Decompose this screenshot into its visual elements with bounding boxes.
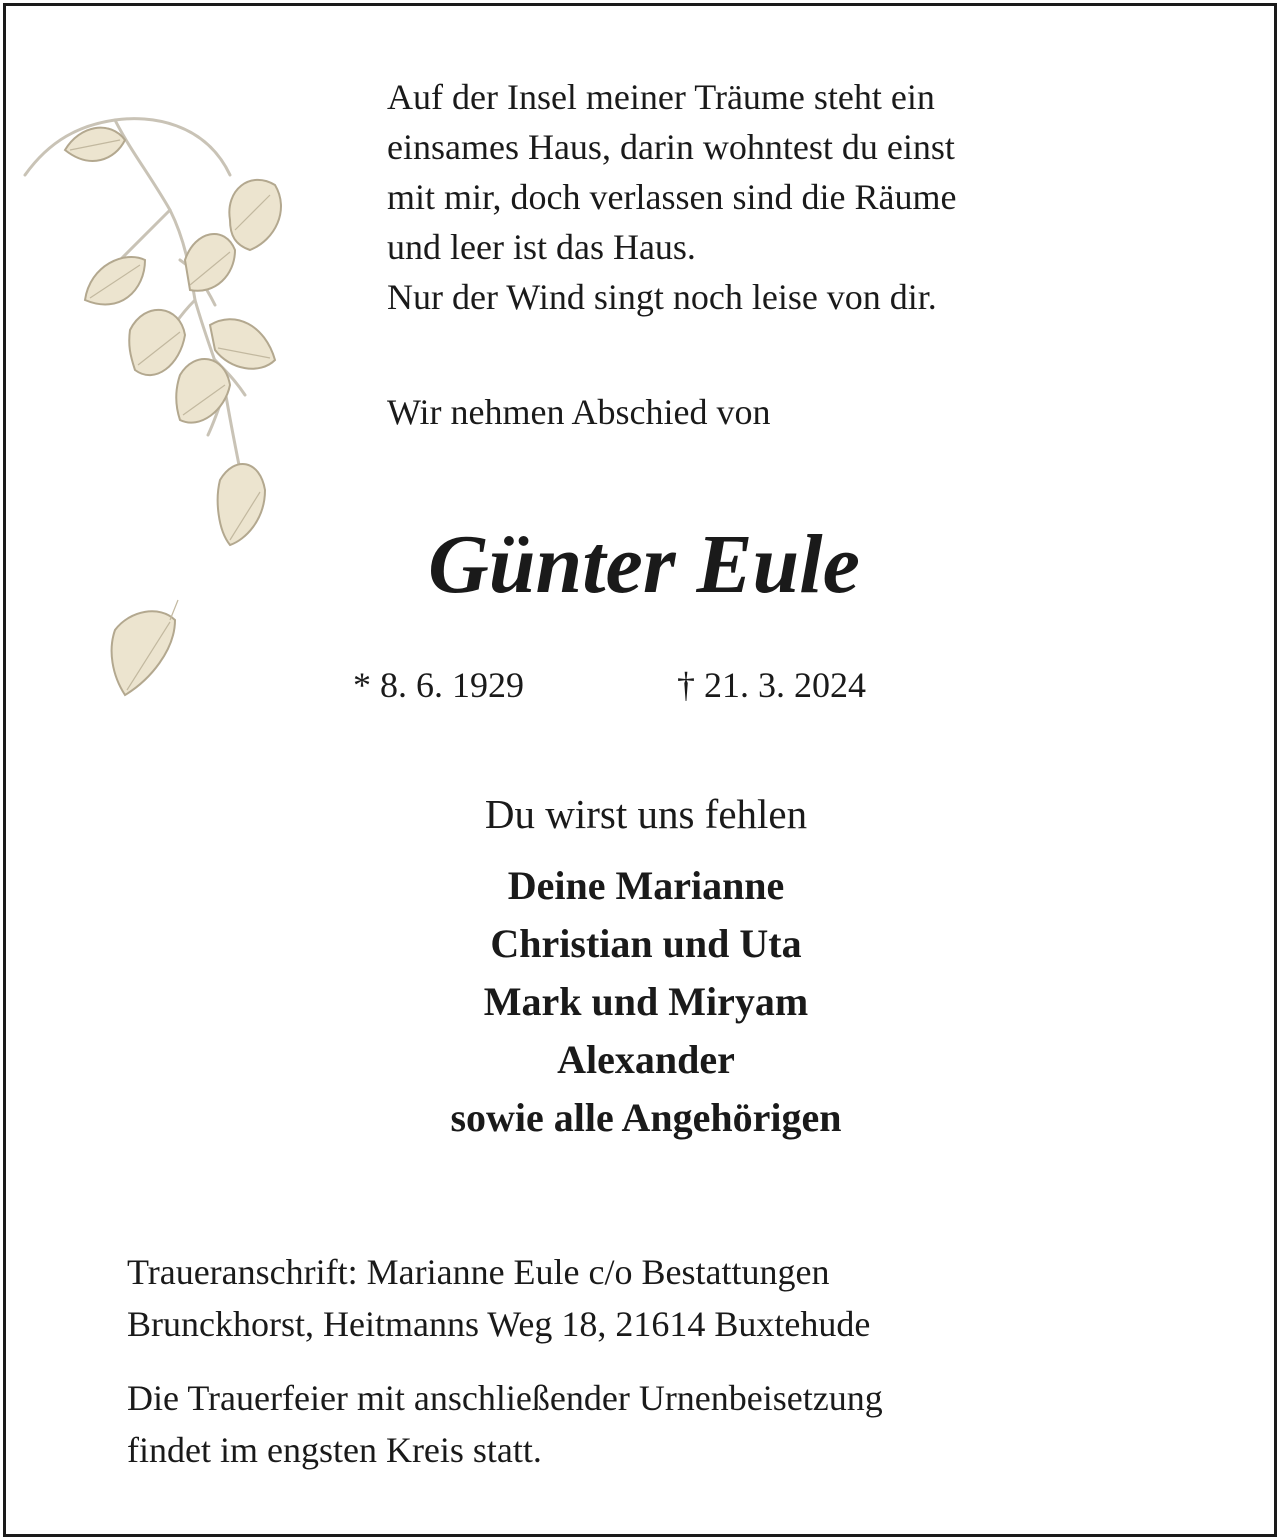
mourner-name: Mark und Miryam xyxy=(483,979,809,1024)
mourners-list xyxy=(0,857,1280,1147)
ceremony-notice xyxy=(127,1372,883,1476)
poem-verse xyxy=(387,72,1207,322)
poem-line: Auf der Insel meiner Träume steht ein xyxy=(387,77,935,117)
poem-line: einsames Haus, darin wohntest du einst xyxy=(387,127,955,167)
birth-date: * 8. 6. 1929 xyxy=(353,665,524,705)
poem-line: mit mir, doch verlassen sind die Räume xyxy=(387,177,957,217)
birch-leaves-icon xyxy=(20,100,300,720)
address-line: Traueranschrift: Marianne Eule c/o Bestattungen xyxy=(127,1252,830,1292)
mourning-address xyxy=(127,1246,870,1350)
ceremony-line: Die Trauerfeier mit anschließender Urnenbeisetzung xyxy=(127,1378,883,1418)
death-date: † 21. 3. 2024 xyxy=(677,665,866,705)
deceased-name: Günter Eule xyxy=(428,518,860,611)
mourner-name: Deine Marianne xyxy=(507,863,785,908)
missing-you-text: Du wirst uns fehlen xyxy=(484,791,808,837)
mourner-name: Alexander xyxy=(557,1037,735,1082)
address-line: Brunckhorst, Heitmanns Weg 18, 21614 Buxtehude xyxy=(127,1304,871,1344)
farewell-text: Wir nehmen Abschied von xyxy=(387,392,771,432)
poem-line: Nur der Wind singt noch leise von dir. xyxy=(387,277,937,317)
mourner-name: Christian und Uta xyxy=(490,921,802,966)
mourner-name: sowie alle Angehörigen xyxy=(450,1095,842,1140)
poem-line: und leer ist das Haus. xyxy=(387,227,696,267)
ceremony-line: findet im engsten Kreis statt. xyxy=(127,1430,542,1470)
